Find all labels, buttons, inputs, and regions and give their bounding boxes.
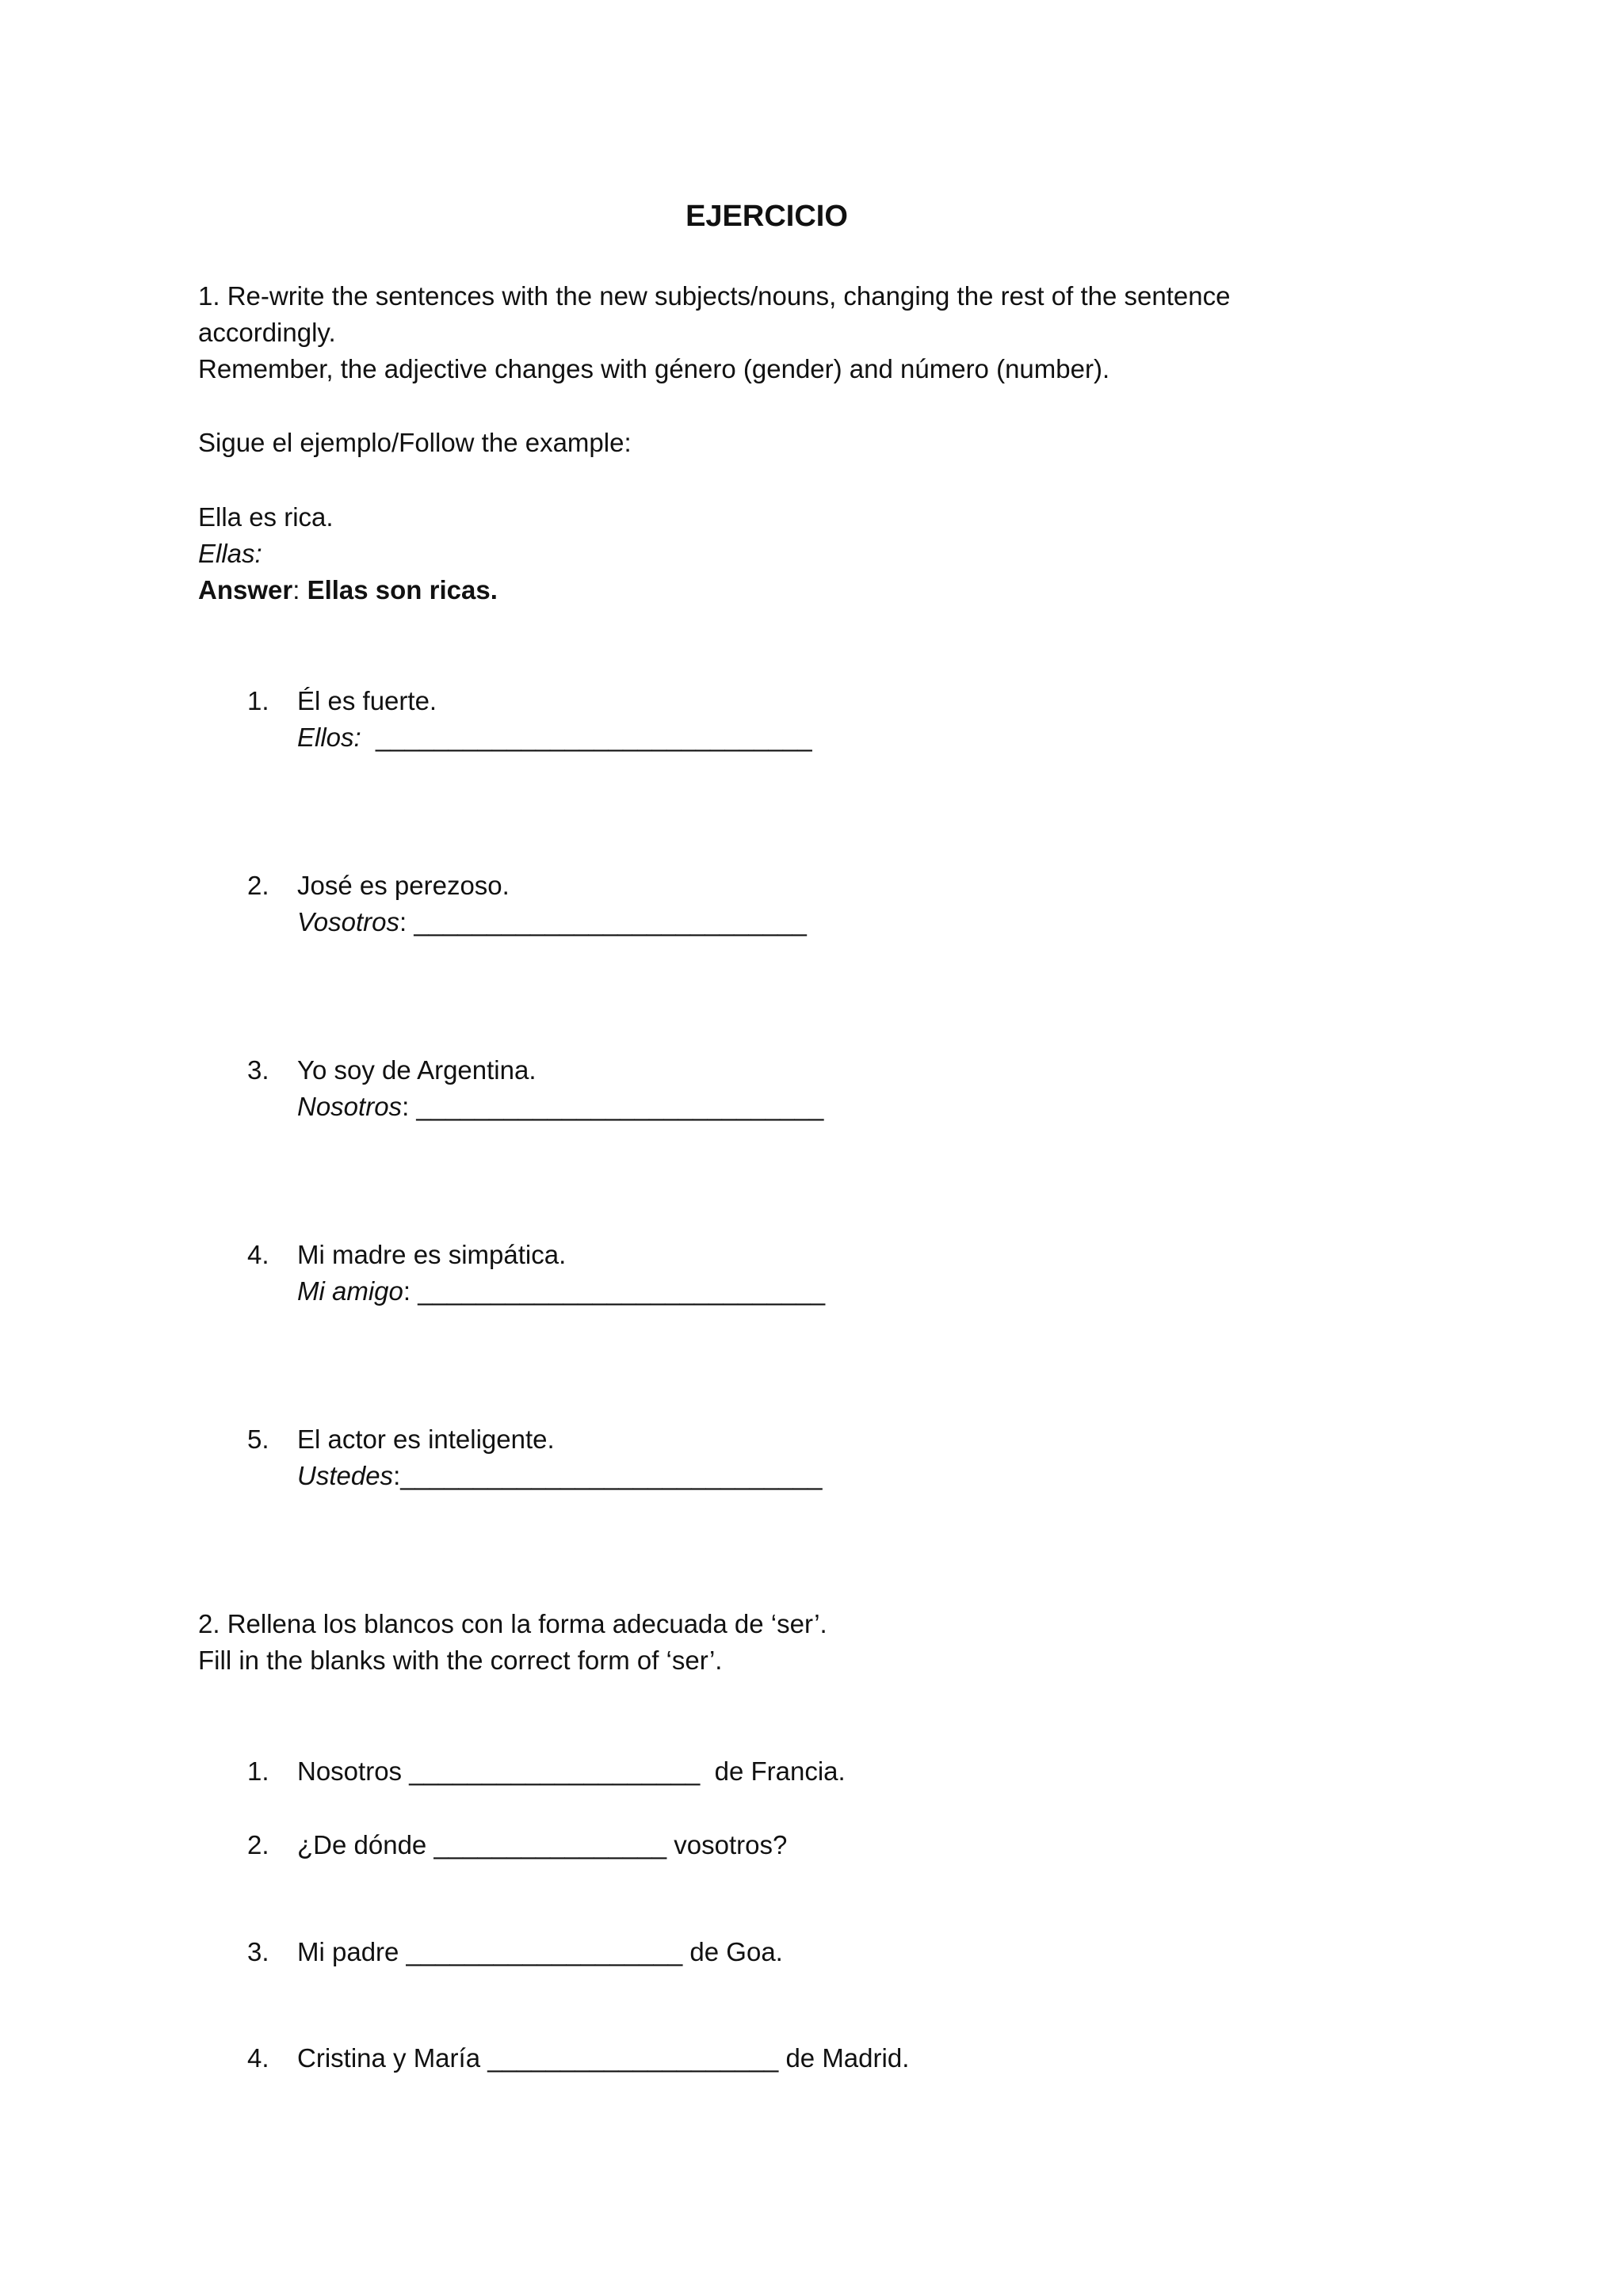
section2-instruction-line1: 2. Rellena los blancos con la forma adecuada de ‘ser’.	[198, 1609, 827, 1638]
answer-label: Answer	[198, 575, 293, 605]
answer-text: Ellas son ricas.	[307, 575, 498, 605]
answer-blank[interactable]: _____________________________	[400, 1461, 823, 1490]
item-answer-line	[297, 719, 812, 756]
item-number: 3.	[247, 1055, 269, 1085]
item-answer-line	[297, 1458, 822, 1494]
item-answer-line	[297, 1273, 825, 1310]
item-answer-line	[297, 1089, 823, 1125]
fill-blank-item[interactable]: Cristina y María ____________________ de Madrid.	[297, 2043, 910, 2073]
item-subject: Ustedes	[297, 1461, 394, 1490]
item-number: 3.	[247, 1937, 269, 1966]
item-number: 4.	[247, 2043, 269, 2073]
fill-blank-item[interactable]: Mi padre ___________________ de Goa.	[297, 1937, 783, 1966]
item-number: 4.	[247, 1240, 269, 1269]
follow-example-text: Sigue el ejemplo/Follow the example:	[198, 428, 632, 457]
item-number: 1.	[247, 1756, 269, 1786]
item-number: 2.	[247, 871, 269, 900]
item-separator: :	[403, 1276, 418, 1306]
item-separator: :	[399, 907, 414, 936]
section1-instruction-line1: 1. Re-write the sentences with the new subjects/nouns, changing the rest of the sentence	[198, 281, 1231, 311]
example-sentence: Ella es rica.	[198, 502, 334, 532]
page-title: EJERCICIO	[685, 200, 848, 233]
section1-instruction-line2: accordingly.	[198, 318, 336, 347]
section1-instruction-line3: Remember, the adjective changes with género (gender) and número (number).	[198, 354, 1110, 383]
item-number: 1.	[247, 686, 269, 715]
fill-blank-item[interactable]: ¿De dónde ________________ vosotros?	[297, 1830, 788, 1859]
section2-instruction-line2: Fill in the blanks with the correct form of ‘ser’.	[198, 1646, 723, 1675]
item-sentence: Mi madre es simpática.	[297, 1240, 567, 1269]
answer-blank[interactable]: ___________________________	[414, 907, 807, 936]
item-sentence: Él es fuerte.	[297, 686, 437, 715]
fill-blank-item[interactable]: Nosotros ____________________ de Francia.	[297, 1756, 846, 1786]
answer-blank[interactable]: ____________________________	[418, 1276, 826, 1306]
item-sentence: José es perezoso.	[297, 871, 510, 900]
item-separator: :	[402, 1092, 417, 1121]
item-subject: Ellos:	[297, 723, 361, 752]
item-subject: Mi amigo	[297, 1276, 403, 1306]
example-subject: Ellas:	[198, 539, 262, 568]
item-subject: Vosotros	[297, 907, 400, 936]
answer-blank[interactable]: ______________________________	[376, 723, 812, 752]
item-number: 2.	[247, 1830, 269, 1859]
item-sentence: El actor es inteligente.	[297, 1425, 555, 1454]
item-sentence: Yo soy de Argentina.	[297, 1055, 537, 1085]
answer-blank[interactable]: ____________________________	[416, 1092, 824, 1121]
item-answer-line	[297, 904, 807, 940]
item-separator	[361, 723, 376, 752]
example-answer	[198, 572, 498, 608]
answer-colon: :	[292, 575, 300, 605]
item-number: 5.	[247, 1425, 269, 1454]
item-separator: :	[393, 1461, 401, 1490]
item-subject: Nosotros	[297, 1092, 403, 1121]
